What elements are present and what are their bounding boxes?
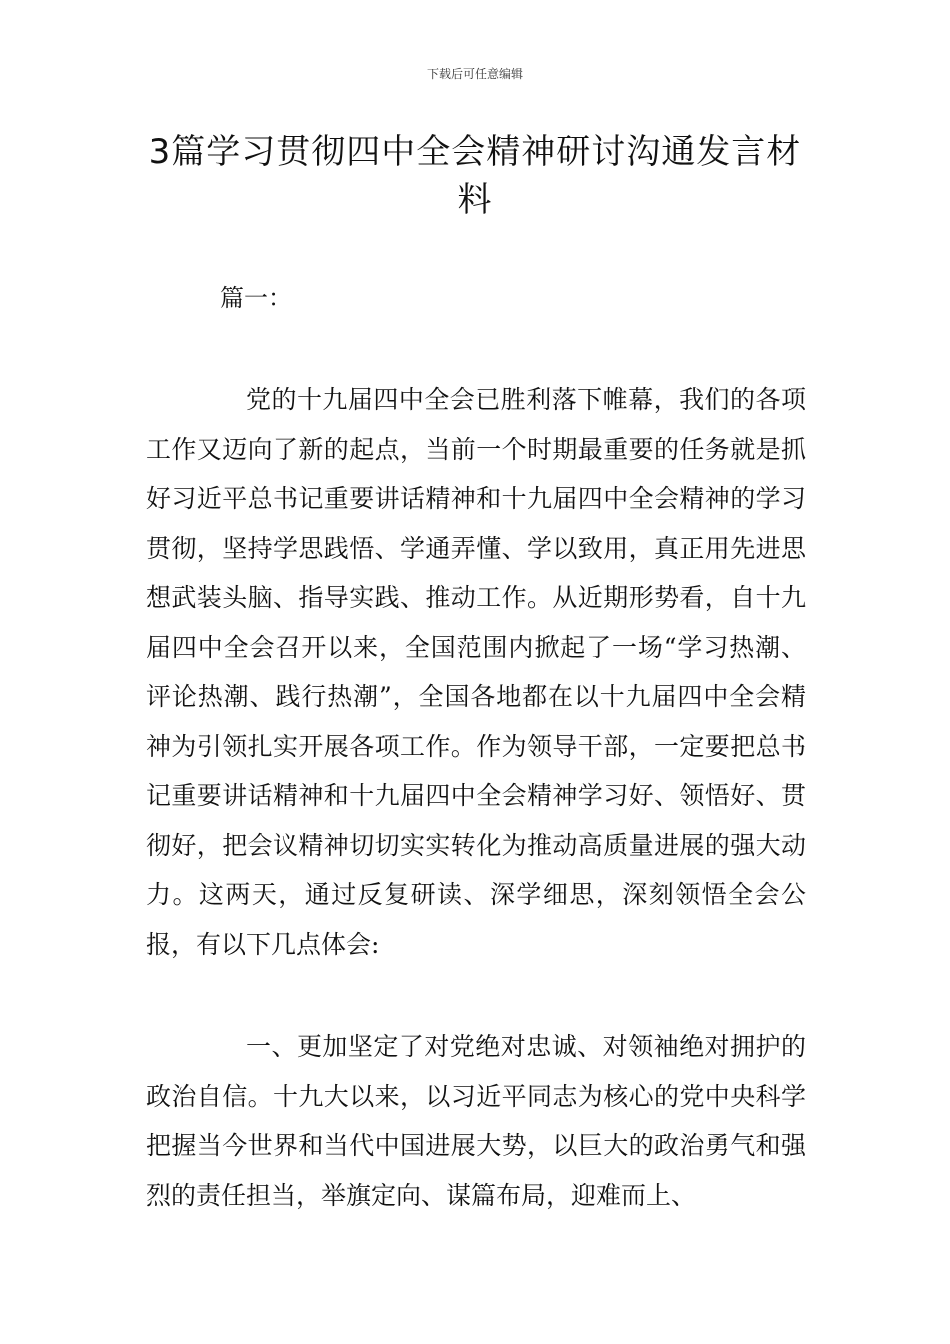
section-label: 篇一： — [220, 284, 292, 312]
body-paragraph-1: 党的十九届四中全会已胜利落下帷幕，我们的各项工作又迈向了新的起点，当前一个时期最重要的任务就是抓好习近平总书记重要讲话精神和十九届四中全会精神的学习贯彻，坚持学思践悟、学通弄懂、学以致用，真正用先进思想武装头脑、指导实践、推动工作。从近期形势看，自十九届四中全会召开以来，全国范围内掀起了一场“学习热潮、评论热潮、践行热潮”，全国各地都在以十九届四中全会精神为引领扎实开展各项工作。作为领导干部，一定要把总书记重要讲话精神和十九届四中全会精神学习好、领悟好、贯彻好，把会议精神切切实实转化为推动高质量进展的强大动力。这两天，通过反复研读、深学细思，深刻领悟全会公报，有以下几点体会: — [146, 385, 806, 959]
document-title: 3篇学习贯彻四中全会精神研讨沟通发言材料 — [148, 132, 802, 220]
header-note: 下载后可任意编辑 — [426, 67, 523, 81]
body-paragraph-2: 一、更加坚定了对党绝对忠诚、对领袖绝对拥护的政治自信。十九大以来，以习近平同志为核心的党中央科学把握当今世界和当代中国进展大势，以巨大的政治勇气和强烈的责任担当，举旗定向、谋篇布局，迎难而上、 — [146, 1032, 806, 1210]
